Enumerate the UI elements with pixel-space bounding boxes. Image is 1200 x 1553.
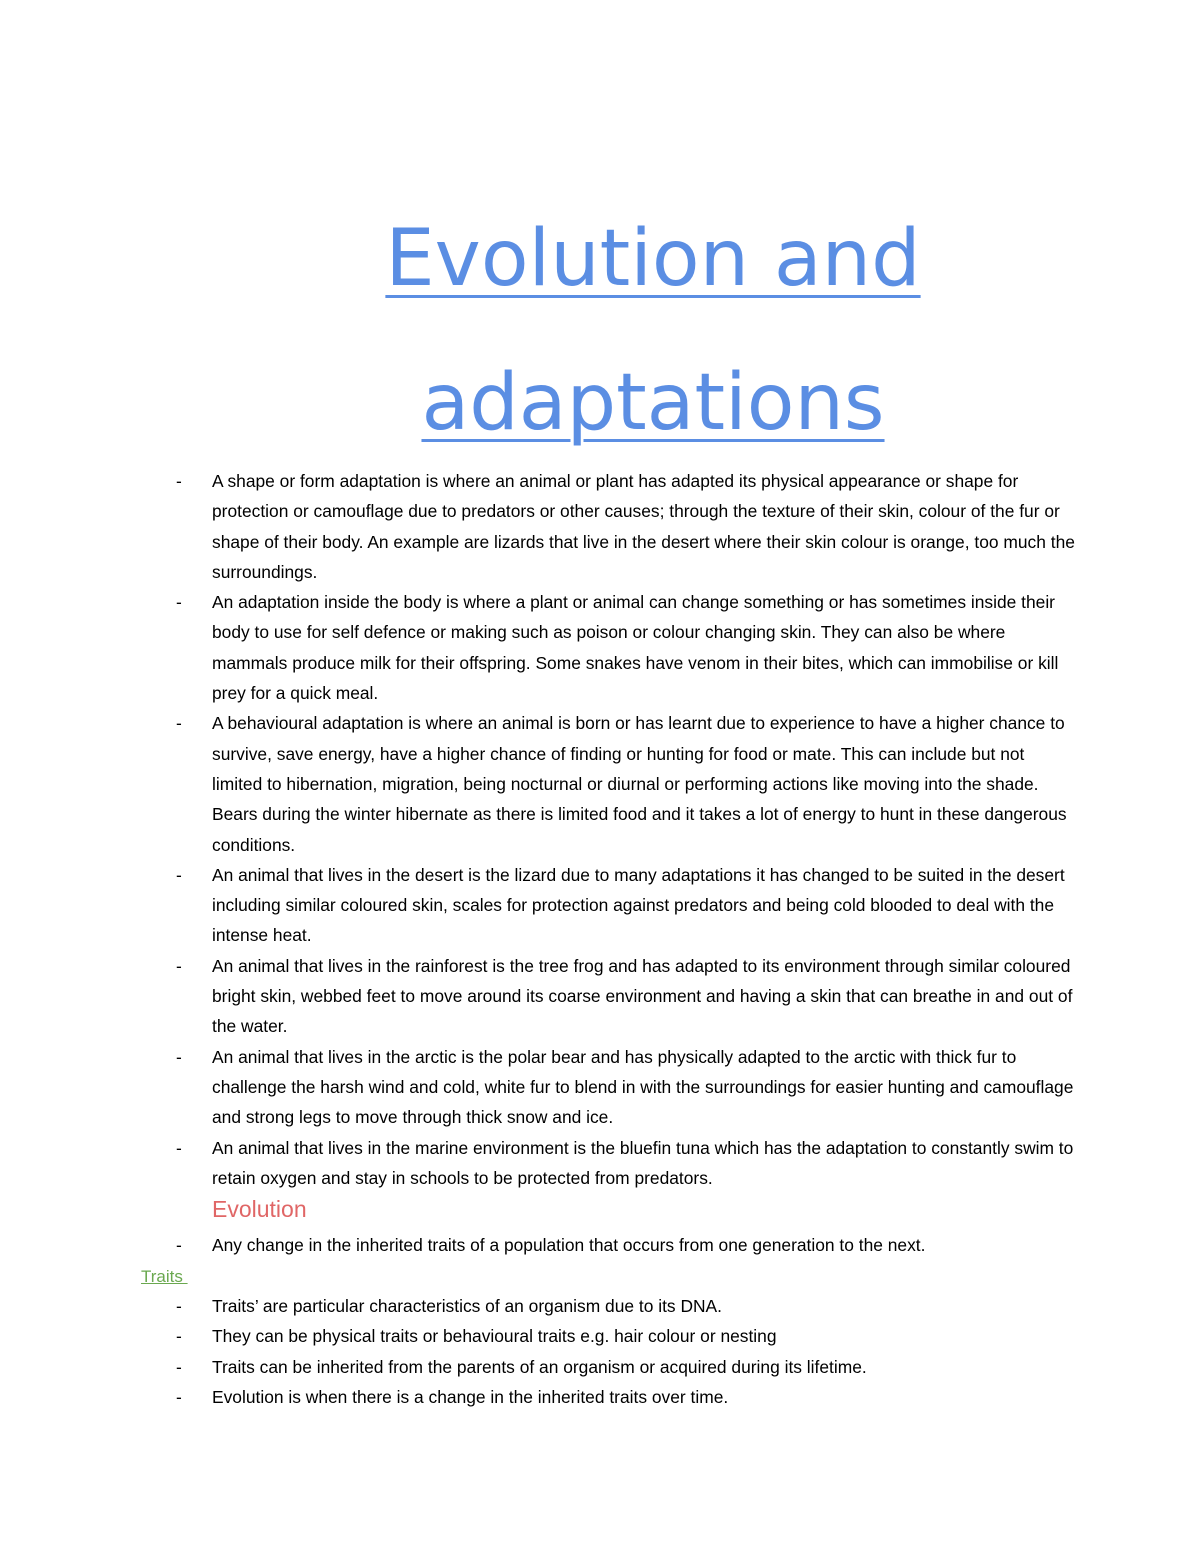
evolution-heading: Evolution: [212, 1196, 307, 1222]
list-item: [176, 1230, 1076, 1260]
list-item-text: Traits can be inherited from the parents of an organism or acquired during its lifetime.: [212, 1356, 867, 1377]
list-item: [176, 466, 1076, 587]
bullet-dash: -: [176, 471, 182, 491]
list-item-text: A shape or form adaptation is where an animal or plant has adapted its physical appearance or shape for protection or camouflage due to predators or other causes; through the texture of their skin, colour of the fur or shape of their body. An example are lizards that live in the desert where their skin colour is orange, too much the surroundings.: [212, 471, 1075, 582]
list-item-text: Evolution is when there is a change in the inherited traits over time.: [212, 1386, 729, 1407]
traits-list: [176, 1291, 1076, 1412]
list-item-text: A behavioural adaptation is where an animal is born or has learnt due to experience to have a higher chance to survive, save energy, have a higher chance of finding or hunting for food or mate. This can include but not limited to hibernation, migration, being nocturnal or diurnal or performing actions like moving into the shade. Bears during the winter hibernate as there is limited food and it takes a lot of energy to hunt in these dangerous conditions.: [212, 713, 1067, 855]
list-item: [176, 1291, 1076, 1321]
list-item-text: An animal that lives in the desert is the lizard due to many adaptations it has changed to be suited in the desert including similar coloured skin, scales for protection against predators and being cold blooded to deal with the intense heat.: [212, 864, 1065, 946]
document-title-line-2: adaptations: [421, 358, 885, 448]
list-item: [176, 860, 1076, 951]
bullet-dash: -: [176, 713, 182, 734]
evolution-list: [176, 1230, 1076, 1260]
bullet-dash: -: [176, 1235, 182, 1255]
list-item-text: Any change in the inherited traits of a population that occurs from one generation to the next.: [212, 1235, 926, 1255]
list-item: [176, 1042, 1076, 1133]
list-item: [176, 1321, 1076, 1351]
bullet-dash: -: [176, 1386, 182, 1407]
list-item: [176, 1352, 1076, 1382]
bullet-dash: -: [176, 592, 182, 613]
bullet-dash: -: [176, 1326, 182, 1347]
bullet-dash: -: [176, 1137, 182, 1158]
bullet-dash: -: [176, 1046, 182, 1067]
list-item: [176, 951, 1076, 1042]
list-item-text: They can be physical traits or behavioural traits e.g. hair colour or nesting: [212, 1326, 777, 1347]
traits-heading: Traits: [141, 1267, 188, 1286]
bullet-dash: -: [176, 864, 182, 885]
list-item: [176, 587, 1076, 708]
list-item-text: Traits’ are particular characteristics of an organism due to its DNA.: [212, 1296, 722, 1316]
adaptations-list: [176, 466, 1076, 1193]
list-item: [176, 1382, 1076, 1412]
bullet-dash: -: [176, 1356, 182, 1377]
list-item: [176, 708, 1076, 859]
bullet-dash: -: [176, 1296, 182, 1316]
list-item-text: An animal that lives in the arctic is the polar bear and has physically adapted to the arctic with thick fur to challenge the harsh wind and cold, white fur to blend in with the surroundings for easier hunting and camouflage and strong legs to move through thick snow and ice.: [212, 1046, 1074, 1128]
list-item-text: An animal that lives in the rainforest is the tree frog and has adapted to its environment through similar coloured bright skin, webbed feet to move around its coarse environment and having a skin that can breathe in and out of the water.: [212, 955, 1073, 1037]
list-item: [176, 1133, 1076, 1194]
bullet-dash: -: [176, 955, 182, 976]
document-title-line-1: Evolution and: [385, 214, 921, 304]
list-item-text: An adaptation inside the body is where a plant or animal can change something or has sometimes inside their body to use for self defence or making such as poison or colour changing skin. They can also be where mammals produce milk for their offspring. Some snakes have venom in their bites, which can immobilise or kill prey for a quick meal.: [212, 592, 1059, 704]
list-item-text: An animal that lives in the marine environment is the bluefin tuna which has the adaptation to constantly swim to retain oxygen and stay in schools to be protected from predators.: [212, 1137, 1074, 1188]
